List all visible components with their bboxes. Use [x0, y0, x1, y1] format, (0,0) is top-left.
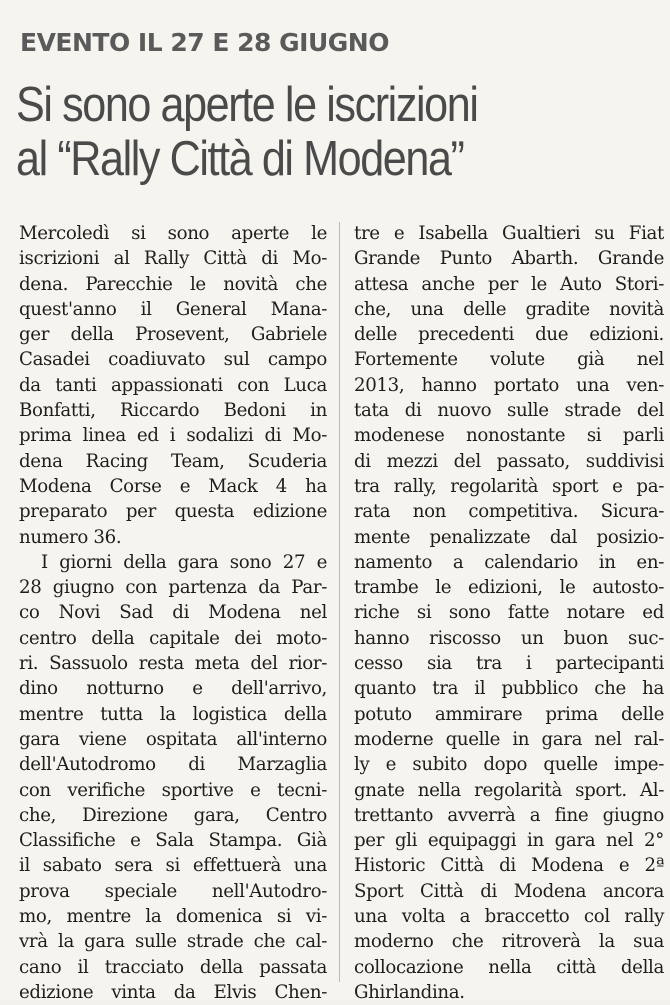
- text-line: riche si sono fatte notare ed: [354, 602, 664, 624]
- text-line: potuto ammirare prima delle: [354, 703, 664, 725]
- text-line: prova speciale nell'Autodro-: [19, 880, 327, 902]
- headline-line: al “Rally Città di Modena”: [16, 132, 464, 186]
- text-line: ri. Sassuolo resta meta del rior-: [19, 653, 327, 675]
- text-line: ger della Prosevent, Gabriele: [19, 324, 327, 346]
- text-line: quanto tra il pubblico che ha: [354, 678, 664, 700]
- text-line: prima linea ed i sodalizi di Mo-: [19, 425, 327, 447]
- text-line: cesso sia tra i partecipanti: [354, 653, 664, 675]
- text-line: dino notturno e dell'arrivo,: [19, 678, 327, 700]
- text-line: gnate nella regolarità sport. Al-: [354, 779, 664, 801]
- text-line: attesa anche per le Auto Stori-: [354, 273, 664, 295]
- text-line: tre e Isabella Gualtieri su Fiat: [354, 223, 664, 244]
- text-line: vrà la gara sulle strade che cal-: [19, 931, 327, 953]
- text-line: namento a calendario in en-: [354, 551, 664, 573]
- text-line: tra rally, regolarità sport e pa-: [354, 475, 664, 497]
- text-line: dena Racing Team, Scuderia: [19, 450, 327, 472]
- text-line: centro della capitale dei moto-: [19, 627, 327, 649]
- article-kicker: EVENTO IL 27 E 28 GIUGNO: [20, 28, 389, 57]
- text-line: che, Direzione gara, Centro: [19, 804, 327, 826]
- text-line: iscrizioni al Rally Città di Mo-: [19, 248, 327, 270]
- text-line: per gli equipaggi in gara nel 2°: [354, 830, 664, 852]
- text-line: Casadei coadiuvato sul campo: [19, 349, 327, 371]
- text-line: ly e subito dopo quelle impe-: [354, 754, 664, 776]
- text-line: moderno che ritroverà la sua: [354, 931, 664, 953]
- text-line: il sabato sera si effettuerà una: [19, 855, 327, 877]
- text-line: dell'Autodromo di Marzaglia: [19, 754, 327, 776]
- text-line: delle precedenti due edizioni.: [354, 324, 664, 346]
- text-line: mo, mentre la domenica si vi-: [19, 906, 327, 928]
- text-line: Historic Città di Modena e 2ª: [354, 855, 664, 877]
- text-line: dena. Parecchie le novità che: [19, 273, 327, 295]
- text-line: cano il tracciato della passata: [19, 956, 327, 978]
- text-line: trambe le edizioni, le autosto-: [354, 577, 664, 599]
- text-line: Classifiche e Sala Stampa. Già: [19, 830, 327, 852]
- text-line: collocazione nella città della: [354, 956, 664, 978]
- text-line: Bonfatti, Riccardo Bedoni in: [19, 400, 327, 422]
- text-line: Fortemente volute già nel: [354, 349, 664, 371]
- text-line: edizione vinta da Elvis Chen-: [19, 981, 327, 1003]
- text-line: Ghirlandina.: [354, 981, 465, 1003]
- text-line: una volta a braccetto col rally: [354, 906, 664, 928]
- text-line: modenese nonostante si parli: [354, 425, 664, 447]
- text-line: 28 giugno con partenza da Par-: [19, 577, 327, 599]
- text-line: numero 36.: [19, 526, 122, 548]
- headline-line: Si sono aperte le iscrizioni: [16, 78, 478, 132]
- column-divider: [339, 222, 340, 982]
- text-line: I giorni della gara sono 27 e: [41, 551, 327, 573]
- text-line: gara viene ospitata all'interno: [19, 728, 327, 750]
- article-headline: [16, 78, 650, 186]
- text-line: quest'anno il General Mana-: [19, 298, 327, 320]
- text-line: mentre tutta la logistica della: [19, 703, 327, 725]
- text-line: tata di nuovo sulle strade del: [354, 400, 664, 422]
- article-column-left: [19, 221, 327, 1005]
- article-column-right: [354, 221, 664, 1005]
- text-line: preparato per questa edizione: [19, 501, 327, 523]
- text-line: da tanti appassionati con Luca: [19, 374, 327, 396]
- text-line: con verifiche sportive e tecni-: [19, 779, 327, 801]
- text-line: 2013, hanno portato una ven-: [354, 374, 664, 396]
- text-line: rata non competitiva. Sicura-: [354, 501, 664, 523]
- text-line: co Novi Sad di Modena nel: [19, 602, 327, 624]
- text-line: trettanto avverrà a fine giugno: [354, 804, 664, 826]
- text-line: di mezzi del passato, suddivisi: [354, 450, 664, 472]
- text-line: Mercoledì si sono aperte le: [19, 223, 327, 244]
- text-line: hanno riscosso un buon suc-: [354, 627, 664, 649]
- text-line: Sport Città di Modena ancora: [354, 880, 664, 902]
- text-line: mente penalizzate dal posizio-: [354, 526, 664, 548]
- text-line: che, una delle gradite novità: [354, 298, 664, 320]
- text-line: Grande Punto Abarth. Grande: [354, 248, 664, 270]
- text-line: Modena Corse e Mack 4 ha: [19, 475, 327, 497]
- text-line: moderne quelle in gara nel ral-: [354, 728, 664, 750]
